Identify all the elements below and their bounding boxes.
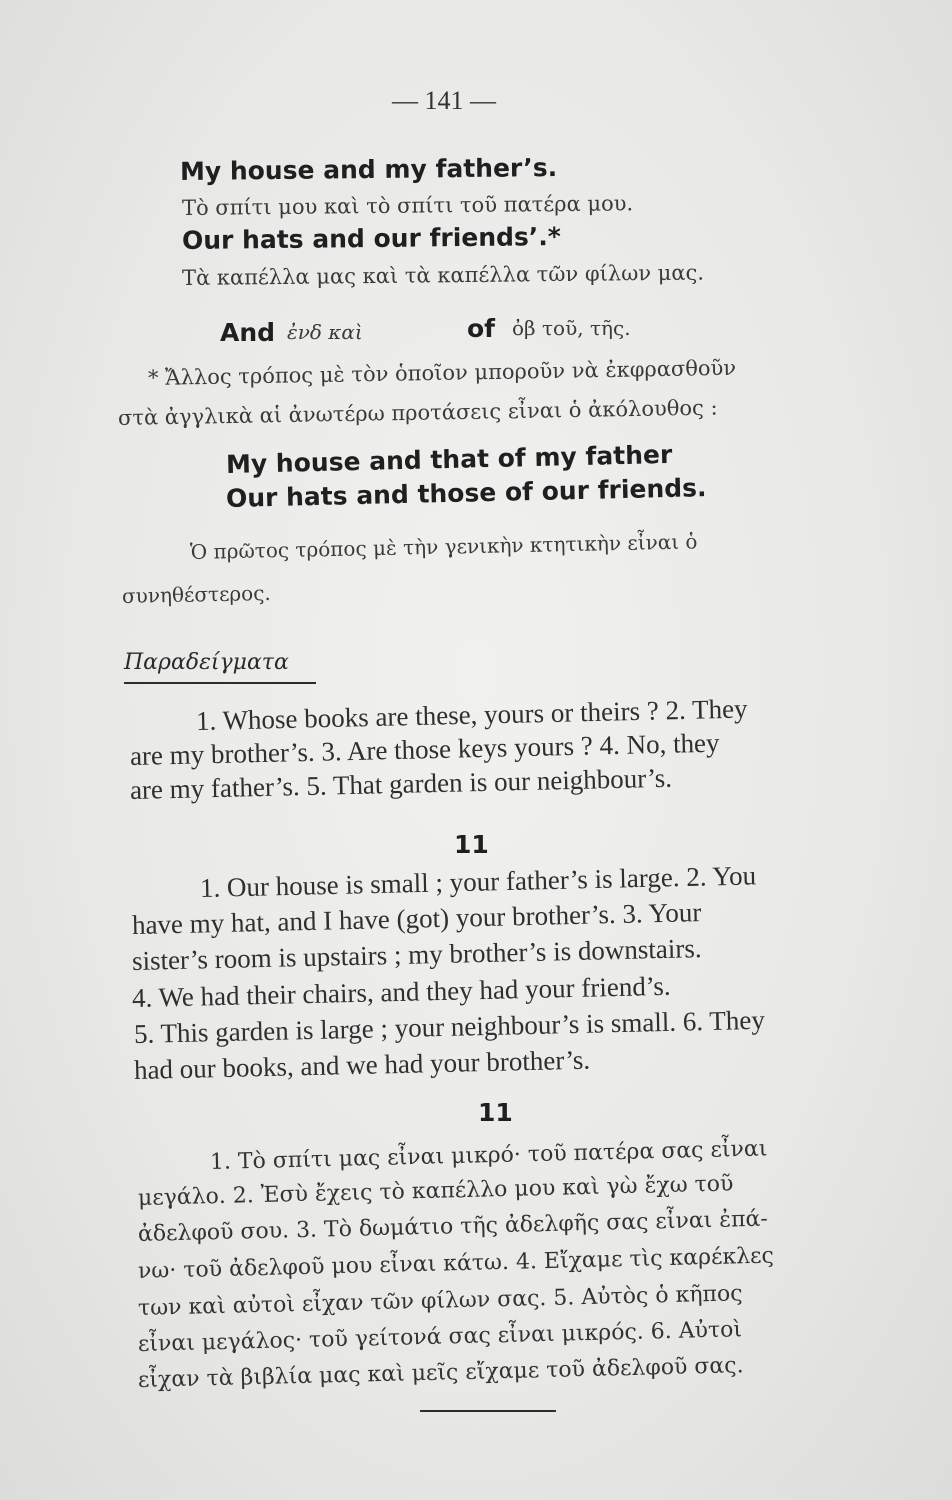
- example-greek-1: Τὸ σπίτι μου καὶ τὸ σπίτι τοῦ πατέρα μου.: [181, 191, 634, 220]
- section-heading-underline: [124, 682, 316, 684]
- footnote-line-1: * Ἄλλος τρόπος μὲ τὸν ὁποῖον μποροῦν νὰ ἐκφρασθοῦν: [147, 355, 737, 390]
- exercise-1-line-3: are my father’s. 5. That garden is our neighbour’s.: [129, 762, 673, 805]
- exercise-1-line-1: 1. Whose books are these, yours or theirs ? 2. They: [195, 693, 748, 736]
- alternate-english-1: My house and that of my father: [225, 439, 673, 479]
- section-heading: Παραδείγματα: [124, 650, 289, 675]
- alternate-english-2: Our hats and those of our friends.: [225, 473, 707, 513]
- greek-exercise-line-4: νω· τοῦ ἀδελφοῦ μου εἶναι κάτω. 4. Εἴχαμε τὶς καρέκλες: [137, 1243, 775, 1284]
- exercise-2-line-3: sister’s room is upstairs ; my brother’s is downstairs.: [131, 933, 702, 976]
- of-gloss: ὀβ τοῦ, τῆς.: [512, 316, 631, 340]
- end-rule: [420, 1410, 556, 1412]
- exercise-1-line-2: are my brother’s. 3. Are those keys yours ? 4. No, they: [129, 727, 720, 771]
- and-label: And: [220, 318, 276, 347]
- example-english-2: Our hats and our friends’.*: [181, 222, 562, 255]
- example-greek-2: Τὰ καπέλλα μας καὶ τὰ καπέλλα τῶν φίλων μας.: [181, 260, 705, 290]
- page-number: — 141 —: [392, 86, 496, 115]
- exercise-2-line-4: 4. We had their chairs, and they had your friend’s.: [131, 970, 671, 1013]
- exercise-2-line-1: 1. Our house is small ; your father’s is large. 2. You: [199, 860, 757, 903]
- exercise-2-line-6: had our books, and we had your brother’s.: [133, 1044, 591, 1085]
- footnote-line-2: στὰ ἀγγλικὰ αἱ ἀνωτέρω προτάσεις εἶναι ὁ ἀκόλουθος :: [117, 395, 718, 430]
- example-english-1: My house and my father’s.: [179, 153, 558, 186]
- greek-exercise-line-2: μεγάλο. 2. Ἐσὺ ἔχεις τὸ καπέλλο μου καὶ γὼ ἔχω τοῦ: [137, 1171, 734, 1211]
- footnote-note-1: Ὁ πρῶτος τρόπος μὲ τὴν γενικὴν κτητικὴν εἶναι ὁ: [189, 529, 698, 564]
- greek-exercise-line-6: εἶναι μεγάλος· τοῦ γείτονά σας εἶναι μικρός. 6. Αὐτοὶ: [137, 1317, 743, 1357]
- of-label: of: [467, 314, 496, 343]
- greek-exercise-line-3: ἀδελφοῦ σου. 3. Τὸ δωμάτιο τῆς ἀδελφῆς σας εἶναι ἐπά-: [137, 1206, 769, 1247]
- footnote-note-2: συνηθέστερος.: [121, 580, 272, 608]
- exercise-2-line-2: have my hat, and I have (got) your brother’s. 3. Your: [131, 897, 702, 940]
- exercise-number-11-b: 11: [478, 1098, 513, 1127]
- and-gloss: ἐνδ καὶ: [287, 320, 363, 344]
- greek-exercise-line-7: εἶχαν τὰ βιβλία μας καὶ μεῖς εἴχαμε τοῦ ἀδελφοῦ σας.: [137, 1353, 744, 1393]
- greek-exercise-line-5: των καὶ αὐτοὶ εἶχαν τῶν φίλων σας. 5. Αὐτὸς ὁ κῆπος: [137, 1281, 743, 1321]
- exercise-number-11-a: 11: [454, 830, 489, 859]
- greek-exercise-line-1: 1. Τὸ σπίτι μας εἶναι μικρό· τοῦ πατέρα σας εἶναι: [209, 1136, 768, 1175]
- exercise-2-line-5: 5. This garden is large ; your neighbour’s is small. 6. They: [133, 1004, 766, 1049]
